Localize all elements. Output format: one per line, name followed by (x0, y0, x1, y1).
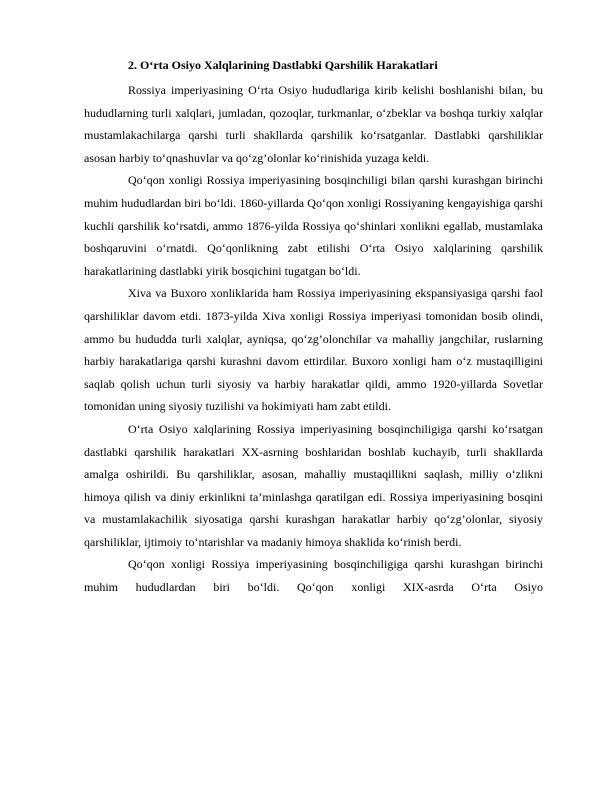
paragraph-early-resistance-forms: O‘rta Osiyo xalqlarining Rossiya imperiyasining bosqinchiligiga qarshi ko‘rsatgan dastlabki qarshilik harakatlari XX-asrning boshlaridan boshlab kuchayib, turli shakllarda amalga oshirildi. Bu qarshiliklar, asosan, mahalliy mustaqillikni saqlash, milliy o‘zlikni himoya qilish va diniy erkinlikni ta’minlashga qaratilgan edi. Rossiya imperiyasining bosqini va mustamlakachilik siyosatiga qarshi kurashgan harakatlar harbiy qo‘zg’olonlar, siyosiy qarshiliklar, ijtimoiy to‘ntarishlar va madaniy himoya shaklida ko‘rinish berdi. (84, 421, 543, 549)
document-page (84, 57, 543, 599)
paragraph-kokand-resistance: Qo‘qon xonligi Rossiya imperiyasining bosqinchiligi bilan qarshi kurashgan birinchi muhim hududlardan biri bo‘ldi. 1860-yillarda Qo‘qon xonligi Rossiyaning kengayishiga qarshi kuchli qarshilik ko‘rsatdi, ammo 1876-yilda Rossiya qo‘shinlari xonlikni egallab, mustamlaka boshqaruvini o‘rnatdi. Qo‘qonlikning zabt etilishi O‘rta Osiyo xalqlarining qarshilik harakatlarining dastlabki yirik bosqichini tugatgan bo‘ldi. (84, 173, 543, 278)
paragraph-russian-invasion: Rossiya imperiyasining O‘rta Osiyo hududlariga kirib kelishi boshlanishi bilan, bu hududlarning turli xalqlari, jumladan, qozoqlar, turkmanlar, o‘zbeklar va boshqa turkiy xalqlar mustamlakachilarga qarshi turli shakllarda qarshilik ko‘rsatganlar. Dastlabki qarshiliklar asosan harbiy to‘qnashuvlar va qo‘zg’olonlar ko‘rinishida yuzaga keldi. (84, 83, 543, 165)
section-heading: 2. O‘rta Osiyo Xalqlarining Dastlabki Qarshilik Harakatlari (128, 58, 438, 72)
paragraph-khiva-bukhara: Xiva va Buxoro xonliklarida ham Rossiya imperiyasining ekspansiyasiga qarshi faol qarshiliklar davom etdi. 1873-yilda Xiva xonligi Rossiya imperiyasi tomonidan bosib olindi, ammo bu hududda turli xalqlar, ayniqsa, qo‘zg’olonchilar va mahalliy jangchilar, ruslarning harbiy harakatlariga qarshi kurashni davom ettirdilar. Buxoro xonligi ham o‘z mustaqilligini saqlab qolish uchun turli siyosiy va harbiy harakatlar qildi, ammo 1920-yillarda Sovetlar tomonidan uning siyosiy tuzilishi va hokimiyati ham zabt etildi. (84, 286, 543, 414)
paragraph-kokand-continued: Qo‘qon xonligi Rossiya imperiyasining bosqinchiligiga qarshi kurashgan birinchi muhim hududlardan biri bo‘ldi. Qo‘qon xonligi XIX-asrda O‘rta Osiyo (84, 557, 543, 595)
